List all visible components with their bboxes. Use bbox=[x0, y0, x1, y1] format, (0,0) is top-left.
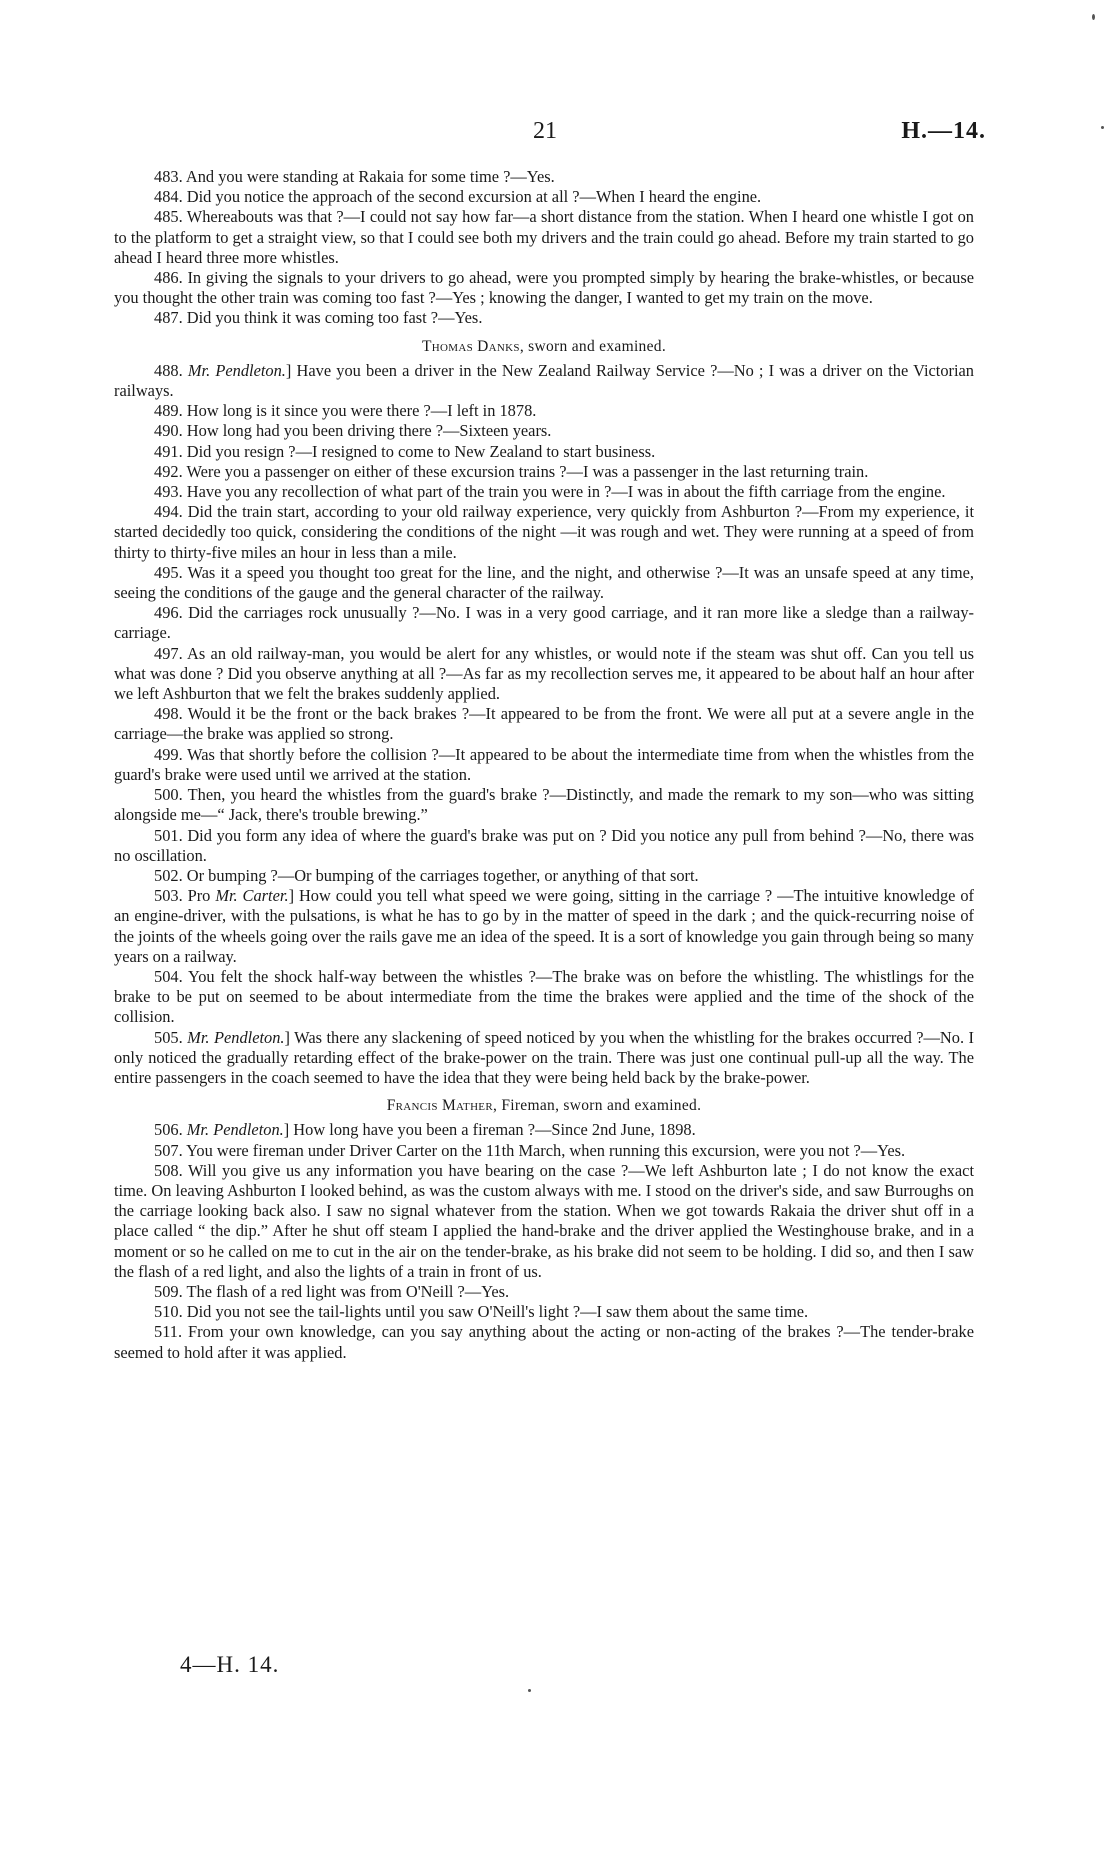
paragraph-text: 504. You felt the shock half-way between the whistles ?—The brake was on before the whistling. The whistlings for the brake to be put on seemed to be about intermediate from the time the brakes were applied and the time of the shock of the collision. bbox=[114, 966, 974, 1027]
paragraph-text: 501. Did you form any idea of where the guard's brake was put on ? Did you notice any pull from behind ?—No, there was no oscillation. bbox=[114, 825, 974, 865]
paragraph-text: 499. Was that shortly before the collision ?—It appeared to be about the intermediate time from when the whistles from the guard's brake were used until we arrived at the station. bbox=[114, 744, 974, 784]
speaker-name: Mr. Carter. bbox=[215, 886, 289, 906]
paragraph-text: 496. Did the carriages rock unusually ?—No. I was in a very good carriage, and it ran more like a sledge than a railway-carriage. bbox=[114, 603, 974, 643]
testimony-paragraph bbox=[114, 745, 974, 785]
testimony-paragraph bbox=[114, 187, 974, 207]
question-number: 488. bbox=[154, 360, 188, 380]
paragraph-text: 511. From your own knowledge, can you say anything about the acting or non-acting of the brakes ?—The tender-brake seemed to hold after it was applied. bbox=[114, 1322, 974, 1362]
paragraph-text: 487. Did you think it was coming too fast ?—Yes. bbox=[154, 308, 483, 328]
paragraph-text: 485. Whereabouts was that ?—I could not say how far—a short distance from the station. When I heard one whistle I got on to the platform to get a straight view, so that I could see both my drivers and the train could go ahead. Before my train started to go ahead I heard three more whistles. bbox=[114, 207, 974, 267]
paragraph-text: 510. Did you not see the tail-lights until you saw O'Neill's light ?—I saw them about the same time. bbox=[154, 1302, 809, 1322]
witness-heading bbox=[114, 337, 974, 357]
testimony-paragraph bbox=[114, 1282, 974, 1302]
body-text bbox=[114, 167, 974, 1363]
question-number: 506. bbox=[154, 1120, 187, 1140]
testimony-paragraph bbox=[114, 1322, 974, 1362]
testimony-paragraph bbox=[114, 1161, 974, 1282]
testimony-paragraph bbox=[114, 462, 974, 482]
testimony-paragraph bbox=[114, 421, 974, 441]
paragraph-text: 486. In giving the signals to your drivers to go ahead, were you prompted simply by hearing the brake-whistles, or because you thought the other train was coming too fast ?—Yes ; knowing the danger, I wanted to get my train on the move. bbox=[114, 268, 974, 308]
testimony-paragraph bbox=[114, 785, 974, 825]
testimony-paragraph bbox=[114, 207, 974, 268]
witness-status: , sworn and examined. bbox=[519, 337, 667, 355]
paragraph-text: 495. Was it a speed you thought too great for the line, and the night, and otherwise ?—It was an unsafe speed at any time, seeing the conditions of the gauge and the general character of the railway. bbox=[114, 562, 974, 603]
ink-speck bbox=[528, 1689, 531, 1692]
testimony-paragraph bbox=[114, 886, 974, 967]
testimony-paragraph bbox=[114, 482, 974, 502]
witness-name: Francis Mather bbox=[386, 1097, 493, 1115]
paragraph-text: 483. And you were standing at Rakaia for some time ?—Yes. bbox=[154, 167, 555, 186]
testimony-paragraph bbox=[114, 704, 974, 744]
paragraph-text: ] How could you tell what speed we were going, sitting in the carriage ? —The intuitive knowledge of an engine-driver, with the pulsations, is what he has to go by in the matter of speed in the dark ; and the quick-recurring noise of the joints of the wheels going over the rails gave me an idea of the speed. It is a sort of knowledge you gain through being so many years on a railway. bbox=[114, 886, 974, 966]
witness-heading bbox=[114, 1096, 974, 1116]
testimony-paragraph bbox=[114, 401, 974, 421]
testimony-paragraph bbox=[114, 866, 974, 886]
testimony-paragraph bbox=[114, 1028, 974, 1089]
testimony-paragraph bbox=[114, 644, 974, 705]
witness-name: Thomas Danks bbox=[421, 337, 520, 355]
speaker-name: Mr. Pendleton. bbox=[186, 1120, 284, 1140]
testimony-paragraph bbox=[114, 361, 974, 401]
speaker-name: Mr. Pendleton. bbox=[187, 1027, 285, 1047]
paragraph-text: 509. The flash of a red light was from O'Neill ?—Yes. bbox=[154, 1281, 510, 1301]
page-number: 21 bbox=[533, 118, 557, 144]
paragraph-text: ] Have you been a driver in the New Zealand Railway Service ?—No ; I was a driver on the Victorian railways. bbox=[114, 360, 974, 401]
ink-speck bbox=[1092, 14, 1095, 20]
paragraph-text: ] Was there any slackening of speed noticed by you when the whistling for the brakes occurred ?—No. I only noticed the gradually retarding effect of the brake-power on the train. There was just one continual pull-up all the way. The entire passengers in the coach seemed to have the idea that they were being held back by the brake-power. bbox=[114, 1027, 974, 1087]
paragraph-text: 493. Have you any recollection of what part of the train you were in ?—I was in about the fifth carriage from the engine. bbox=[154, 482, 946, 502]
speaker-name: Mr. Pendleton. bbox=[187, 360, 286, 380]
testimony-paragraph bbox=[114, 967, 974, 1028]
ink-speck bbox=[1101, 126, 1104, 129]
testimony-paragraph bbox=[114, 826, 974, 866]
paragraph-text: 491. Did you resign ?—I resigned to come to New Zealand to start business. bbox=[154, 441, 656, 461]
paragraph-text: 508. Will you give us any information you have bearing on the case ?—We left Ashburton late ; I do not know the exact time. On leaving Ashburton I looked behind, as was the custom always with me. I stood on the driver's side, and saw Burroughs on the carriage looking back also. I saw no signal whatever from the station. When we got towards Rakaia the driver shut off in a place called “ the dip.” After he shut off steam I applied the hand-brake and the driver applied the Westinghouse brake, and in a moment or so he called on me to cut in the air on the tender-brake, as his brake did not seem to be holding. I did so, and then I saw the flash of a red light, and also the lights of a train in front of us. bbox=[114, 1160, 974, 1281]
testimony-paragraph bbox=[114, 167, 974, 187]
paragraph-text: 492. Were you a passenger on either of these excursion trains ?—I was a passenger in the last returning train. bbox=[154, 461, 869, 481]
testimony-paragraph bbox=[114, 268, 974, 308]
paragraph-text: 497. As an old railway-man, you would be alert for any whistles, or would note if the steam was shut off. Can you tell us what was done ? Did you observe anything at all ?—As far as my recollection serves me, it appeared to be about half an hour after we left Ashburton that we felt the brakes suddenly applied. bbox=[114, 643, 974, 704]
paragraph-text: 489. How long is it since you were there ?—I left in 1878. bbox=[154, 401, 537, 421]
paragraph-text: 494. Did the train start, according to your old railway experience, very quickly from Ashburton ?—From my experience, it started decidedly too quick, considering the conditions of the night —it was rough and wet. They were running at a speed of from thirty to thirty-five miles an hour in less than a mile. bbox=[114, 502, 974, 562]
paragraph-text: ] How long have you been a fireman ?—Since 2nd June, 1898. bbox=[283, 1120, 696, 1140]
witness-status: , Fireman, sworn and examined. bbox=[492, 1097, 702, 1115]
paragraph-text: 490. How long had you been driving there ?—Sixteen years. bbox=[154, 421, 552, 441]
testimony-paragraph bbox=[114, 308, 974, 328]
testimony-paragraph bbox=[114, 1120, 974, 1140]
testimony-paragraph bbox=[114, 502, 974, 563]
paragraph-text: 507. You were fireman under Driver Carter on the 11th March, when running this excursion, were you not ?—Yes. bbox=[154, 1140, 906, 1160]
testimony-paragraph bbox=[114, 442, 974, 462]
paragraph-text: 484. Did you notice the approach of the second excursion at all ?—When I heard the engine. bbox=[154, 187, 762, 207]
question-number: 505. bbox=[154, 1027, 188, 1047]
testimony-paragraph bbox=[114, 563, 974, 603]
paragraph-text: 500. Then, you heard the whistles from the guard's brake ?—Distinctly, and made the remark to my son—who was sitting alongside me—“ Jack, there's trouble brewing.” bbox=[114, 785, 974, 825]
paragraph-text: 498. Would it be the front or the back brakes ?—It appeared to be from the front. We were all put at a severe angle in the carriage—the brake was applied so strong. bbox=[114, 704, 974, 744]
testimony-paragraph bbox=[114, 603, 974, 643]
series-code: H.—14. bbox=[901, 118, 986, 144]
paragraph-text: 502. Or bumping ?—Or bumping of the carriages together, or anything of that sort. bbox=[154, 865, 699, 885]
question-number: 503. Pro bbox=[154, 886, 216, 906]
testimony-paragraph bbox=[114, 1302, 974, 1322]
page-header bbox=[0, 118, 1114, 148]
signature-mark: 4—H. 14. bbox=[180, 1652, 280, 1677]
testimony-paragraph bbox=[114, 1141, 974, 1161]
